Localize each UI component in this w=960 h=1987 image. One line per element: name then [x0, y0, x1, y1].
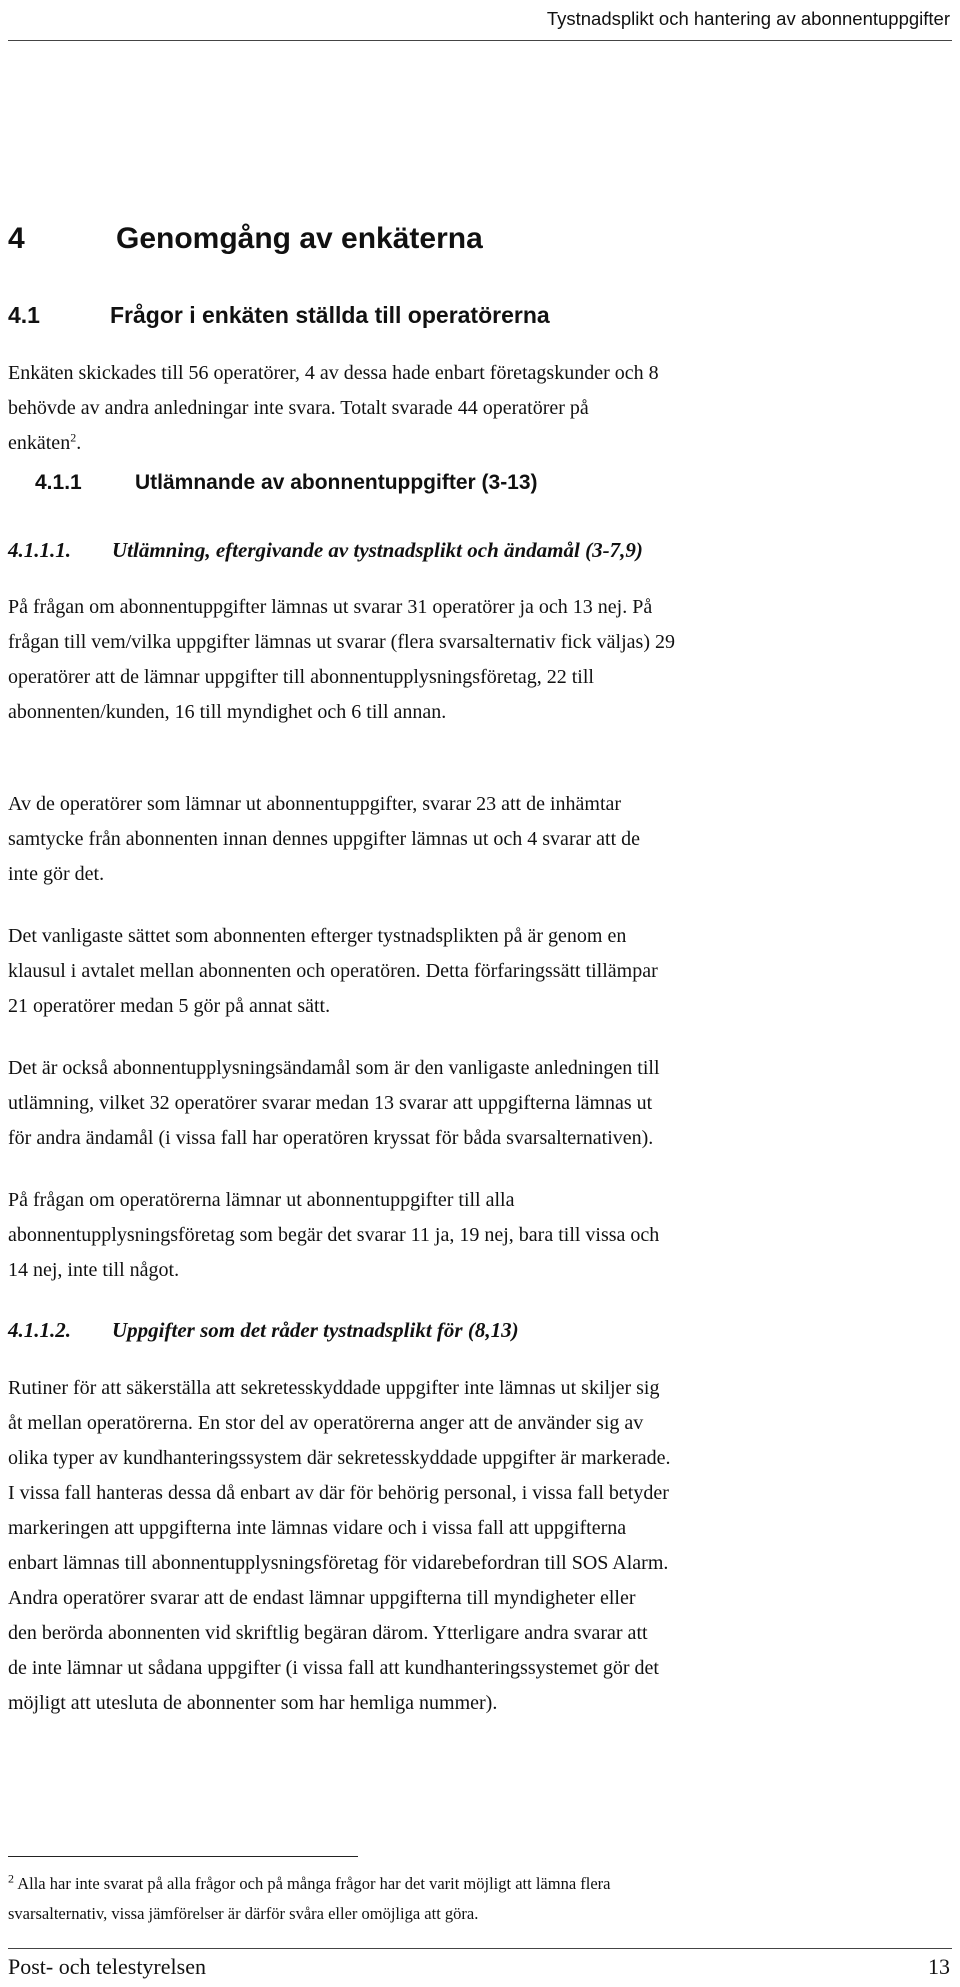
- paragraph-a3: [8, 919, 952, 1024]
- paragraph-line: abonnentupplysningsföretag som begär det svarar 11 ja, 19 nej, bara till vissa och: [8, 1224, 660, 1246]
- paragraph-line: den berörda abonnenten vid skriftlig begäran därom. Ytterligare andra svarar att: [8, 1622, 648, 1644]
- intro-line: [8, 426, 952, 461]
- page-number: 13: [928, 1954, 950, 1979]
- paragraph-line: de inte lämnar ut sådana uppgifter (i vissa fall att kundhanteringssystemet gör det: [8, 1657, 659, 1679]
- paragraph-line: Det är också abonnentupplysningsändamål som är den vanligaste anledningen till: [8, 1057, 660, 1079]
- heading-4b: [8, 1318, 519, 1343]
- paragraph-line: 14 nej, inte till något.: [8, 1259, 180, 1281]
- footer-rule: [8, 1948, 952, 1949]
- heading-2-text: Frågor i enkäten ställda till operatörerna: [110, 302, 550, 328]
- paragraph-line: abonnenten/kunden, 16 till myndighet och 6 till annan.: [8, 701, 447, 723]
- footnote-line: [8, 1869, 611, 1899]
- heading-1-number: 4: [8, 222, 25, 255]
- paragraph-line: olika typer av kundhanteringssystem där sekretesskyddade uppgifter är markerade.: [8, 1447, 671, 1469]
- footnote-separator: [8, 1856, 358, 1857]
- heading-4b-number: 4.1.1.2.: [8, 1318, 71, 1342]
- header-rule: [8, 40, 952, 41]
- heading-4a: [8, 538, 643, 563]
- footer-publisher: Post- och telestyrelsen: [8, 1954, 206, 1979]
- heading-2-number: 4.1: [8, 302, 40, 328]
- heading-1: [8, 222, 483, 256]
- paragraph-line: möjligt att utesluta de abonnenter som har hemliga nummer).: [8, 1692, 498, 1714]
- footnote-marker: 2: [8, 1871, 14, 1886]
- intro-line: Enkäten skickades till 56 operatörer, 4 av dessa hade enbart företagskunder och 8: [8, 362, 659, 384]
- paragraph-a5: [8, 1183, 952, 1288]
- footnote-reference[interactable]: 2: [70, 430, 77, 445]
- heading-2: [8, 302, 550, 329]
- heading-4b-text: Uppgifter som det råder tystnadsplikt för (8,13): [112, 1318, 519, 1342]
- paragraph-line: På frågan om abonnentuppgifter lämnas ut svarar 31 operatörer ja och 13 nej. På: [8, 596, 653, 618]
- paragraph-line: I vissa fall hanteras dessa då enbart av där för behörig personal, i vissa fall betyder: [8, 1482, 669, 1504]
- paragraph-line: enbart lämnas till abonnentupplysningsföretag för vidarebefordran till SOS Alarm.: [8, 1552, 669, 1574]
- heading-3: [35, 471, 538, 495]
- heading-1-text: Genomgång av enkäterna: [116, 222, 483, 255]
- paragraph-line: Rutiner för att säkerställa att sekretesskyddade uppgifter inte lämnas ut skiljer sig: [8, 1377, 660, 1399]
- paragraph-b: [8, 1371, 952, 1721]
- intro-last-punct: .: [76, 432, 82, 454]
- paragraph-a1: [8, 590, 952, 730]
- paragraph-line: för andra ändamål (i vissa fall har operatören kryssat för båda svarsalternativen).: [8, 1127, 654, 1149]
- paragraph-line: 21 operatörer medan 5 gör på annat sätt.: [8, 995, 331, 1017]
- paragraph-line: frågan till vem/vilka uppgifter lämnas ut svarar (flera svarsalternativ fick väljas) 29: [8, 631, 675, 653]
- paragraph-line: operatörer att de lämnar uppgifter till abonnentupplysningsföretag, 22 till: [8, 666, 594, 688]
- paragraph-line: samtycke från abonnenten innan dennes uppgifter lämnas ut och 4 svarar att de: [8, 828, 641, 850]
- heading-4a-number: 4.1.1.1.: [8, 538, 71, 562]
- paragraph-line: markeringen att uppgifterna inte lämnas vidare och i vissa fall att uppgifterna: [8, 1517, 627, 1539]
- heading-3-text: Utlämnande av abonnentuppgifter (3-13): [135, 471, 538, 494]
- heading-3-number: 4.1.1: [35, 471, 82, 494]
- heading-4a-text: Utlämning, eftergivande av tystnadsplikt och ändamål (3-7,9): [112, 538, 643, 562]
- paragraph-line: klausul i avtalet mellan abonnenten och operatören. Detta förfaringssätt tillämpar: [8, 960, 658, 982]
- paragraph-line: inte gör det.: [8, 863, 105, 885]
- paragraph-line: åt mellan operatörerna. En stor del av operatörerna anger att de använder sig av: [8, 1412, 644, 1434]
- paragraph-a2: [8, 787, 952, 892]
- intro-paragraph: [8, 356, 952, 461]
- footnote: [8, 1869, 611, 1929]
- footnote-text: Alla har inte svarat på alla frågor och på många frågor har det varit möjligt att lämna flera: [17, 1874, 611, 1893]
- paragraph-line: Det vanligaste sättet som abonnenten efterger tystnadsplikten på är genom en: [8, 925, 627, 947]
- paragraph-line: Av de operatörer som lämnar ut abonnentuppgifter, svarar 23 att de inhämtar: [8, 793, 622, 815]
- paragraph-line: utlämning, vilket 32 operatörer svarar medan 13 svarar att uppgifterna lämnas ut: [8, 1092, 653, 1114]
- running-header: Tystnadsplikt och hantering av abonnentuppgifter: [546, 8, 950, 29]
- intro-last-text: enkäten: [8, 432, 71, 454]
- intro-line: behövde av andra anledningar inte svara. Totalt svarade 44 operatörer på: [8, 397, 589, 419]
- paragraph-line: På frågan om operatörerna lämnar ut abonnentuppgifter till alla: [8, 1189, 515, 1211]
- paragraph-line: Andra operatörer svarar att de endast lämnar uppgifterna till myndigheter eller: [8, 1587, 636, 1609]
- paragraph-a4: [8, 1051, 952, 1156]
- footnote-line: svarsalternativ, vissa jämförelser är därför svåra eller omöjliga att göra.: [8, 1904, 479, 1923]
